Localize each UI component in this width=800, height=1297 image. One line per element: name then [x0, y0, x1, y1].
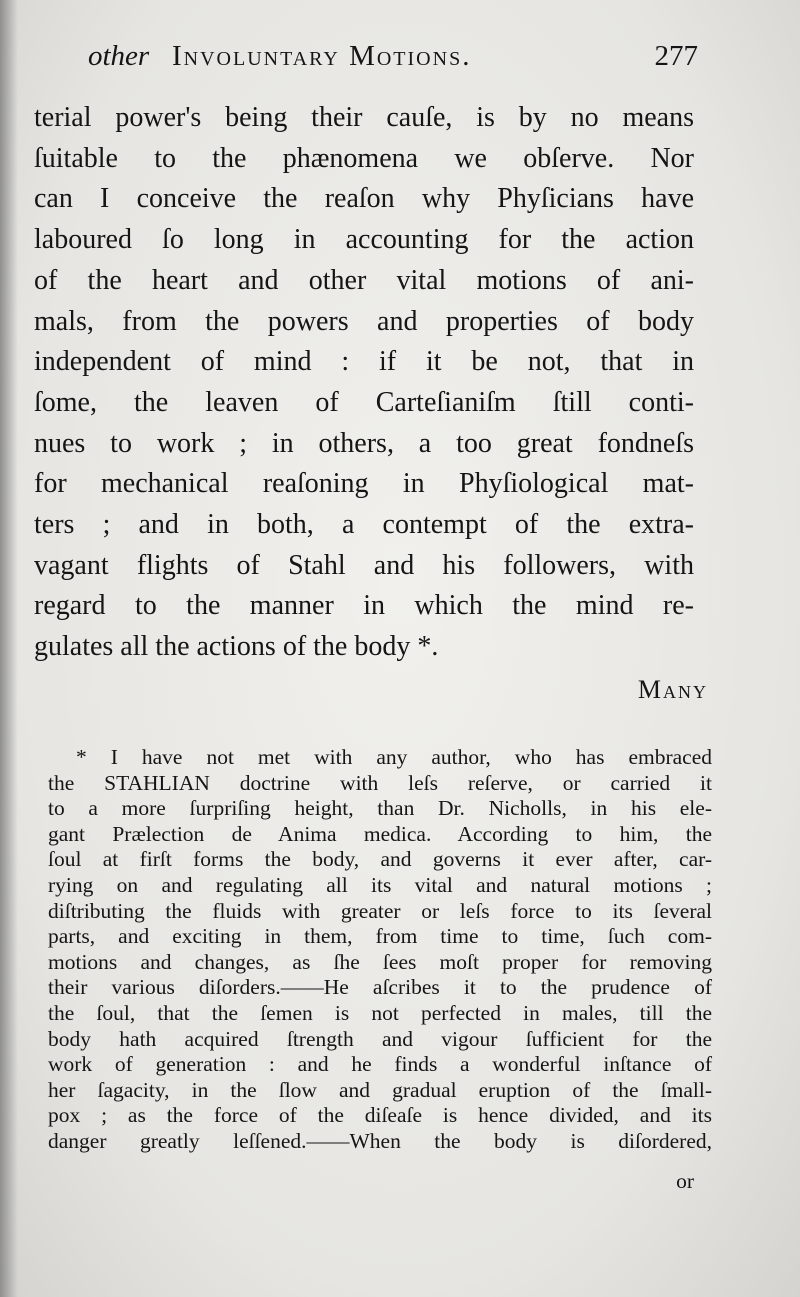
footnote-line: the ſoul, that the ſemen is not perfected in males, till the: [48, 1000, 712, 1025]
text-line: ters ; and in both, a contempt of the extra-: [34, 509, 694, 541]
footnote-line: body hath acquired ſtrength and vigour ſufficient for the: [48, 1026, 712, 1051]
footnote-catchword: or: [676, 1169, 694, 1193]
text-line: terial power's being their cauſe, is by no means: [34, 102, 694, 133]
text-line: mals, from the powers and properties of body: [34, 305, 694, 337]
text-line: vagant flights of Stahl and his followers, with: [34, 549, 694, 581]
footnote-line: pox ; as the force of the diſeaſe is hence divided, and its: [48, 1103, 712, 1128]
footnote-line: diſtributing the fluids with greater or leſs force to its ſeveral: [48, 898, 712, 923]
footnote-line: work of generation : and he finds a wonderful inſtance of: [48, 1052, 712, 1077]
footnote-line: danger greatly leſſened.——When the body is diſordered,: [48, 1128, 712, 1153]
page-gutter-shadow: [0, 0, 18, 1297]
footnote-line: rying on and regulating all its vital and natural motions ;: [48, 872, 712, 897]
footnote-line: to a more ſurpriſing height, than Dr. Nicholls, in his ele-: [48, 796, 712, 821]
text-line: regard to the manner in which the mind re-: [34, 590, 694, 622]
text-line: laboured ſo long in accounting for the action: [34, 224, 694, 256]
text-line: gulates all the actions of the body *.: [34, 631, 439, 663]
footnote-line: parts, and exciting in them, from time to time, ſuch com-: [48, 924, 712, 949]
page-number: 277: [654, 40, 698, 72]
main-text: [34, 98, 694, 668]
text-line: ſuitable to the phænomena we obſerve. Nor: [34, 142, 694, 174]
footnote-line: the STAHLIAN doctrine with leſs reſerve, or carried it: [48, 770, 712, 795]
footnote-line: her ſagacity, in the ſlow and gradual eruption of the ſmall-: [48, 1077, 712, 1102]
running-header: [88, 40, 708, 80]
text-line: independent of mind : if it be not, that in: [34, 346, 694, 378]
text-line: of the heart and other vital motions of ani-: [34, 264, 694, 296]
header-lead-word: other: [88, 40, 150, 72]
footnote: [48, 745, 712, 1155]
text-line: ſome, the leaven of Carteſianiſm ſtill conti-: [34, 386, 694, 418]
footnote-line: * I have not met with any author, who has embraced: [76, 745, 712, 769]
footnote-line: gant Prælection de Anima medica. According to him, the: [48, 821, 712, 846]
text-line: for mechanical reaſoning in Phyſiological mat-: [34, 468, 694, 500]
text-line: nues to work ; in others, a too great fondneſs: [34, 427, 694, 459]
catchword: Many: [637, 675, 708, 704]
footnote-line: their various diſorders.——He aſcribes it to the prudence of: [48, 975, 712, 1000]
header-title: Involuntary Motions.: [172, 40, 472, 72]
footnote-line: ſoul at firſt forms the body, and governs it ever after, car-: [48, 847, 712, 872]
text-line: can I conceive the reaſon why Phyſicians have: [34, 183, 694, 215]
footnote-line: motions and changes, as ſhe ſees moſt proper for removing: [48, 949, 712, 974]
